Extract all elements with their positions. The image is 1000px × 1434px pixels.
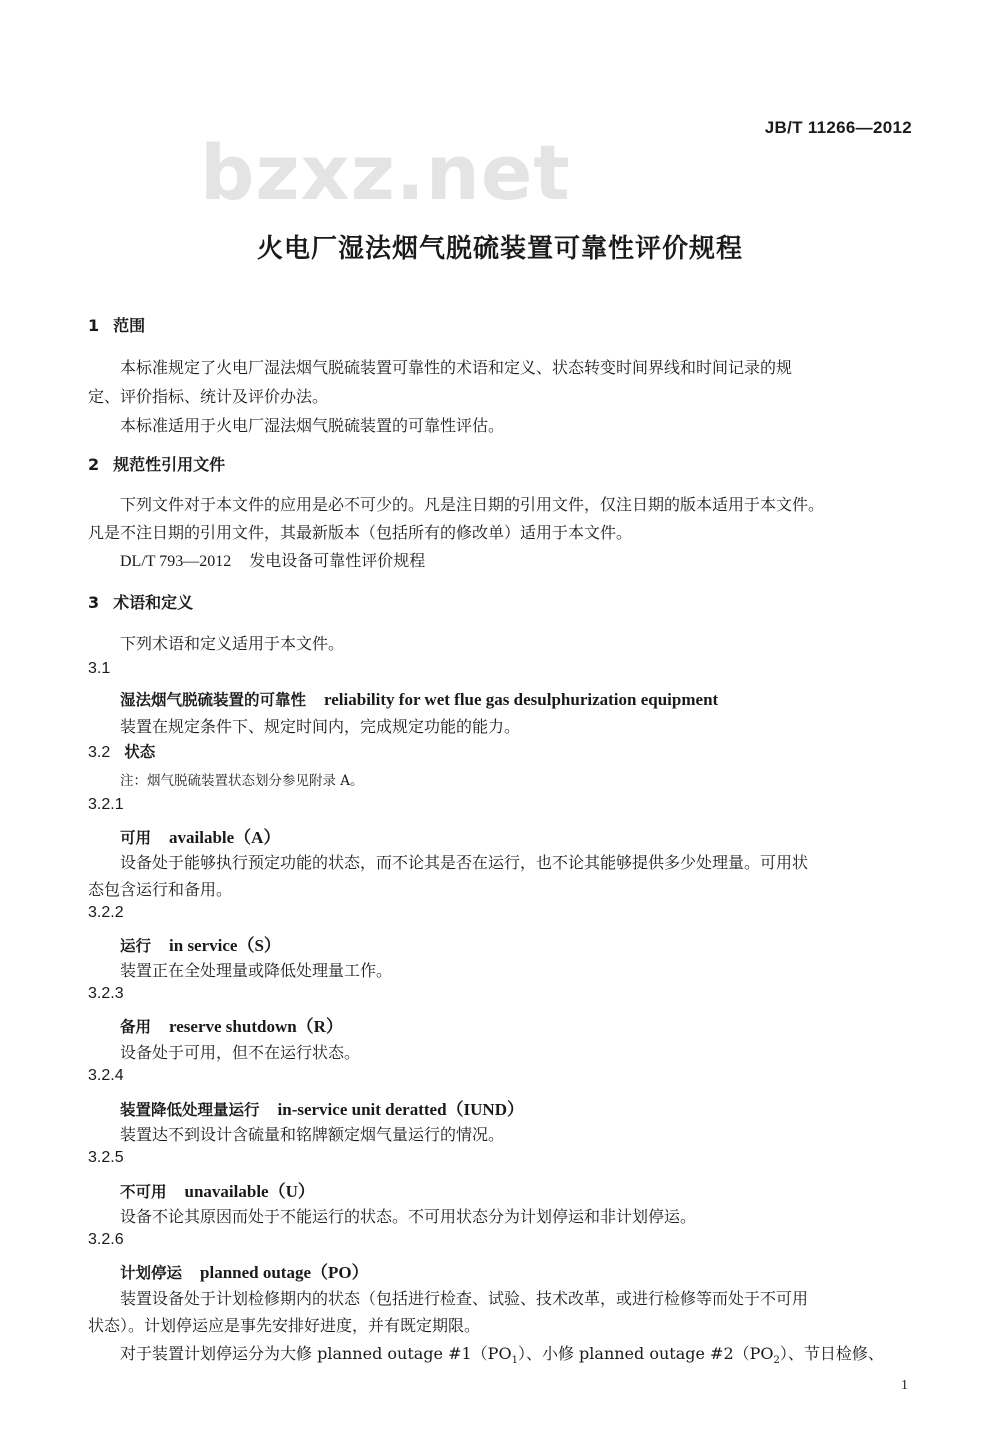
section-3-heading [88, 590, 193, 613]
normative-reference [120, 548, 425, 571]
section-2-heading [88, 452, 225, 475]
clause-3-2-6-number: 3.2.6 [88, 1231, 124, 1248]
section-1-title: 范围 [113, 316, 146, 335]
reference-title: 发电设备可靠性评价规程 [249, 551, 426, 570]
section-3-title: 术语和定义 [113, 593, 194, 612]
clause-3-2-3-term-en: reserve shutdown（R） [169, 1017, 343, 1036]
standard-number: JB/T 11266—2012 [764, 118, 912, 137]
clause-3-2-3-definition: 设备处于可用，但不在运行状态。 [120, 1043, 361, 1062]
po2-subscript: 2 [773, 1355, 780, 1367]
clause-3-2-2-term-en: in service（S） [169, 936, 281, 955]
clause-3-2-heading [88, 740, 155, 762]
clause-3-2-1-definition-line-2: 态包含运行和备用。 [88, 880, 233, 899]
clause-3-2-4-term-en: in-service unit deratted（IUND） [277, 1100, 524, 1119]
section-1-paragraph-2: 本标准适用于火电厂湿法烟气脱硫装置的可靠性评估。 [120, 416, 505, 435]
clause-3-2-5-term [120, 1177, 315, 1202]
line-3-part-c: ）、节日检修、 [779, 1344, 884, 1363]
section-1-paragraph-1-line-1: 本标准规定了火电厂湿法烟气脱硫装置可靠性的术语和定义、状态转变时间界线和时间记录的规 [120, 358, 793, 377]
clause-3-1-definition: 装置在规定条件下、规定时间内，完成规定功能的能力。 [120, 717, 521, 736]
section-2-paragraph-line-2: 凡是不注日期的引用文件，其最新版本（包括所有的修改单）适用于本文件。 [88, 523, 633, 542]
section-2-paragraph-line-1: 下列文件对于本文件的应用是必不可少的。凡是注日期的引用文件，仅注日期的版本适用于本文件。 [120, 495, 825, 514]
section-1-number: 1 [88, 316, 100, 335]
clause-3-2-5-definition: 设备不论其原因而处于不能运行的状态。不可用状态分为计划停运和非计划停运。 [120, 1207, 697, 1226]
clause-3-2-3-term [120, 1012, 343, 1037]
clause-3-2-1-term-cn: 可用 [120, 829, 152, 847]
line-3-part-a: 对于装置计划停运分为大修 planned outage #1（PO [120, 1344, 512, 1363]
clause-3-2-1-number: 3.2.1 [88, 796, 124, 813]
clause-3-1-term-cn: 湿法烟气脱硫装置的可靠性 [120, 691, 307, 709]
clause-3-2-2-definition: 装置正在全处理量或降低处理量工作。 [120, 961, 393, 980]
clause-3-2-2-number: 3.2.2 [88, 904, 124, 921]
clause-3-2-1-term-en: available（A） [169, 828, 281, 847]
clause-3-1-number: 3.1 [88, 660, 111, 677]
clause-3-1-term [120, 688, 718, 710]
page-number: 1 [901, 1378, 908, 1393]
section-2-title: 规范性引用文件 [113, 455, 226, 474]
section-3-number: 3 [88, 593, 100, 612]
clause-3-2-6-term-en: planned outage（PO） [200, 1263, 369, 1282]
section-1-paragraph-1-line-2: 定、评价指标、统计及评价办法。 [88, 387, 329, 406]
clause-3-2-number: 3.2 [88, 744, 111, 761]
clause-3-2-term: 状态 [124, 743, 156, 761]
section-1-heading [88, 313, 145, 336]
clause-3-2-6-definition-line-2: 状态）。计划停运应是事先安排好进度，并有既定期限。 [88, 1316, 481, 1335]
clause-3-2-5-number: 3.2.5 [88, 1149, 124, 1166]
clause-3-2-1-term [120, 823, 280, 848]
watermark: bzxz.net [200, 128, 571, 217]
clause-3-2-4-number: 3.2.4 [88, 1067, 124, 1084]
clause-3-2-6-term-cn: 计划停运 [120, 1264, 183, 1282]
clause-3-1-term-en: reliability for wet flue gas desulphurization equipment [324, 690, 719, 709]
clause-3-2-4-definition: 装置达不到设计含硫量和铭牌额定烟气量运行的情况。 [120, 1125, 505, 1144]
clause-3-2-5-term-cn: 不可用 [120, 1183, 167, 1201]
reference-code: DL/T 793—2012 [120, 553, 232, 570]
clause-3-2-6-definition-line-3 [120, 1341, 884, 1366]
clause-3-2-4-term [120, 1095, 524, 1120]
po1-subscript: 1 [511, 1355, 518, 1367]
clause-3-2-note: 注：烟气脱硫装置状态划分参见附录 A。 [120, 773, 364, 789]
clause-3-2-5-term-en: unavailable（U） [184, 1182, 315, 1201]
document-title: 火电厂湿法烟气脱硫装置可靠性评价规程 [256, 234, 743, 264]
clause-3-2-4-term-cn: 装置降低处理量运行 [120, 1101, 260, 1119]
clause-3-2-6-definition-line-1: 装置设备处于计划检修期内的状态（包括进行检查、试验、技术改革，或进行检修等而处于不可用 [120, 1289, 809, 1308]
clause-3-2-2-term-cn: 运行 [120, 937, 152, 955]
clause-3-2-6-term [120, 1258, 369, 1283]
clause-3-2-3-number: 3.2.3 [88, 985, 124, 1002]
clause-3-2-3-term-cn: 备用 [120, 1018, 152, 1036]
clause-3-2-1-definition-line-1: 设备处于能够执行预定功能的状态，而不论其是否在运行，也不论其能够提供多少处理量。可用状 [120, 853, 809, 872]
clause-3-2-2-term [120, 931, 281, 956]
line-3-part-b: ）、小修 planned outage #2（PO [517, 1344, 774, 1363]
section-2-number: 2 [88, 455, 100, 474]
section-3-intro: 下列术语和定义适用于本文件。 [120, 634, 345, 653]
